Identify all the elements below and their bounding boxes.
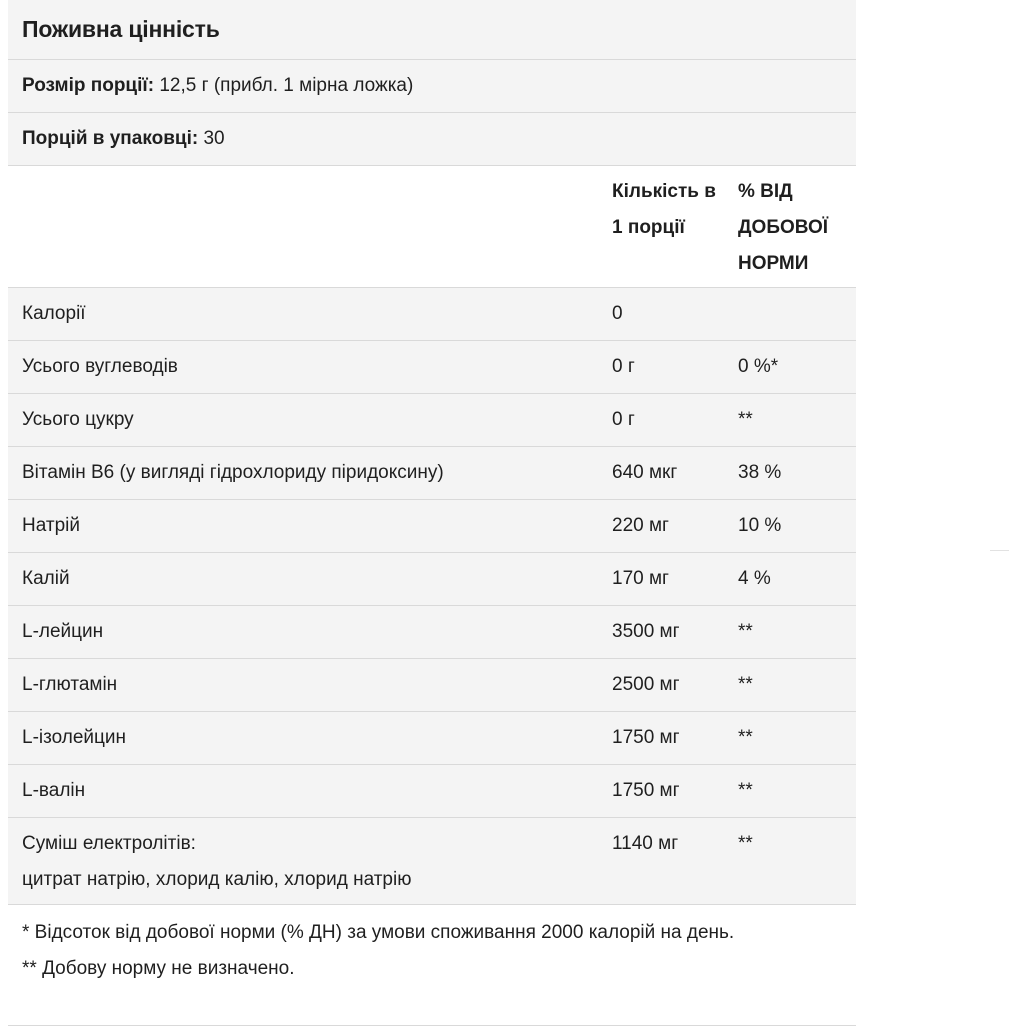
table-row bbox=[8, 659, 856, 712]
nutrient-amount: 0 г bbox=[612, 409, 635, 430]
servings-per-container-label: Порцій в упаковці: bbox=[22, 128, 199, 149]
nutrient-name: Натрій bbox=[22, 515, 80, 536]
nutrient-daily-value: ** bbox=[738, 833, 753, 854]
footnotes bbox=[8, 905, 856, 1026]
nutrient-name bbox=[22, 826, 602, 898]
serving-size-label: Розмір порції: bbox=[22, 75, 155, 96]
nutrient-daily-value: ** bbox=[738, 674, 753, 695]
table-row bbox=[8, 341, 856, 394]
nutrient-amount: 3500 мг bbox=[612, 621, 680, 642]
nutrient-name: Вітамін B6 (у вигляді гідрохлориду піридоксину) bbox=[22, 462, 444, 483]
nutrient-amount: 0 г bbox=[612, 356, 635, 377]
divider bbox=[990, 550, 1009, 551]
amount-column-header: Кількість в 1 порції bbox=[612, 181, 716, 238]
nutrition-facts-panel bbox=[8, 0, 856, 1026]
nutrient-name: L-лейцин bbox=[22, 621, 104, 642]
nutrient-amount: 640 мкг bbox=[612, 462, 678, 483]
nutrient-amount: 220 мг bbox=[612, 515, 669, 536]
nutrient-amount: 1750 мг bbox=[612, 727, 680, 748]
nutrient-daily-value: ** bbox=[738, 621, 753, 642]
nutrient-name: L-глютамін bbox=[22, 674, 118, 695]
table-row bbox=[8, 447, 856, 500]
table-row bbox=[8, 712, 856, 765]
servings-per-container-row bbox=[8, 113, 856, 166]
nutrient-name: L-валін bbox=[22, 780, 86, 801]
nutrient-amount: 0 bbox=[612, 303, 623, 324]
nutrient-daily-value: ** bbox=[738, 409, 753, 430]
not-established-footnote: ** Добову норму не визначено. bbox=[22, 958, 295, 979]
table-row bbox=[8, 606, 856, 659]
daily-value-footnote: * Відсоток від добової норми (% ДН) за умови споживання 2000 калорій на день. bbox=[22, 922, 735, 943]
table-row bbox=[8, 765, 856, 818]
nutrient-name: Усього вуглеводів bbox=[22, 356, 178, 377]
nutrient-name: Усього цукру bbox=[22, 409, 134, 430]
nutrition-title: Поживна цінність bbox=[8, 0, 856, 60]
electrolyte-blend-name: Суміш електролітів: bbox=[22, 833, 196, 854]
electrolyte-blend-detail: цитрат натрію, хлорид калію, хлорид натрію bbox=[22, 869, 412, 890]
nutrient-daily-value: 38 % bbox=[738, 462, 782, 483]
nutrient-name: Калорії bbox=[22, 303, 86, 324]
table-row bbox=[8, 553, 856, 606]
table-row bbox=[8, 500, 856, 553]
serving-size-value: 12,5 г (прибл. 1 мірна ложка) bbox=[154, 75, 414, 96]
table-row bbox=[8, 818, 856, 905]
nutrient-daily-value: 4 % bbox=[738, 568, 771, 589]
nutrient-amount: 1750 мг bbox=[612, 780, 680, 801]
daily-value-column-header: % ВІД ДОБОВОЇ НОРМИ bbox=[738, 181, 829, 274]
nutrient-amount: 2500 мг bbox=[612, 674, 680, 695]
nutrient-daily-value: 10 % bbox=[738, 515, 782, 536]
table-row bbox=[8, 288, 856, 341]
nutrient-amount: 1140 мг bbox=[612, 833, 679, 854]
serving-size-row bbox=[8, 60, 856, 113]
table-header-row bbox=[8, 166, 856, 288]
nutrient-amount: 170 мг bbox=[612, 568, 669, 589]
nutrient-daily-value: 0 %* bbox=[738, 356, 779, 377]
nutrient-daily-value: ** bbox=[738, 727, 753, 748]
nutrient-name: Калій bbox=[22, 568, 70, 589]
table-row bbox=[8, 394, 856, 447]
servings-per-container-value: 30 bbox=[198, 128, 225, 149]
nutrient-name: L-ізолейцин bbox=[22, 727, 127, 748]
nutrient-daily-value: ** bbox=[738, 780, 753, 801]
